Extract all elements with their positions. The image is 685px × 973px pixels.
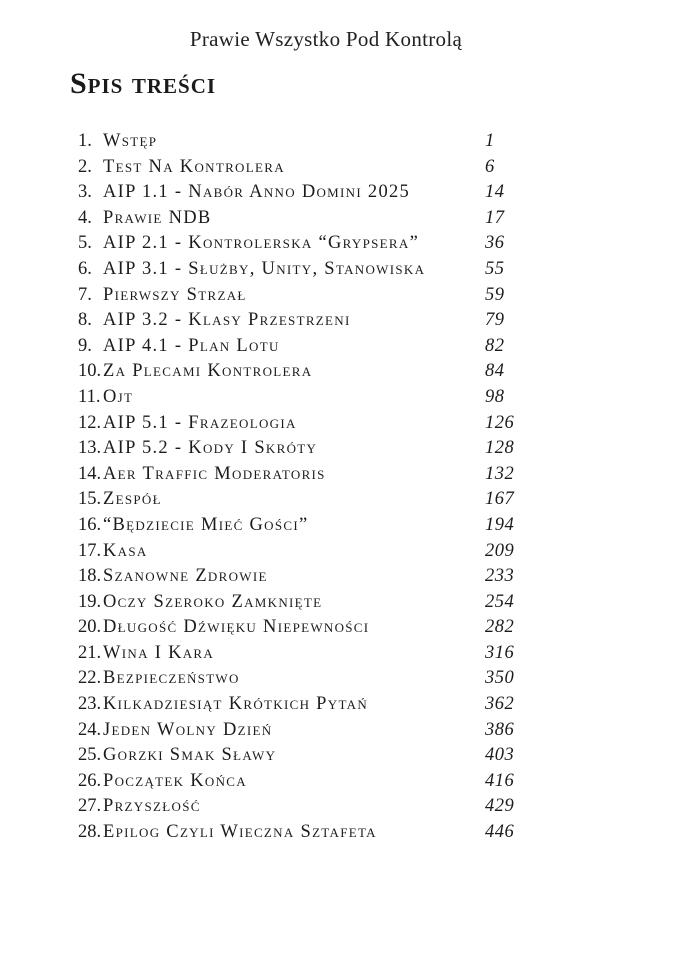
toc-entry-number: 16. xyxy=(78,514,102,535)
toc-entry-page: 1 xyxy=(485,131,495,151)
toc-entry xyxy=(75,743,577,769)
toc-entry xyxy=(75,590,577,616)
toc-entry-title: Szanowne Zdrowie xyxy=(103,566,268,587)
toc-entry-title: Bezpieczeństwo xyxy=(103,668,240,689)
toc-entry-title: Zespół xyxy=(103,489,162,510)
toc-entry xyxy=(75,641,577,667)
toc-entry-number: 15. xyxy=(78,489,102,510)
toc-entry-page: 316 xyxy=(485,642,515,663)
toc-entry-number: 17. xyxy=(78,540,102,561)
table-of-contents xyxy=(75,129,577,846)
toc-entry-page: 84 xyxy=(485,361,505,382)
toc-entry-page: 446 xyxy=(485,822,515,843)
toc-entry-page: 59 xyxy=(485,284,505,305)
toc-entry xyxy=(75,334,577,360)
toc-entry-number: 24. xyxy=(78,719,102,740)
toc-entry-title: Oczy Szeroko Zamknięte xyxy=(103,591,323,612)
toc-entry-title: Aer Traffic Moderatoris xyxy=(103,463,326,484)
toc-entry-title: AIP 5.2 - Kody I Skróty xyxy=(103,438,318,459)
toc-entry xyxy=(75,666,577,692)
toc-entry-title: Jeden Wolny Dzień xyxy=(103,719,273,740)
toc-entry-page: 429 xyxy=(485,796,515,817)
toc-entry-page: 362 xyxy=(485,694,515,715)
toc-entry-title: “Będziecie Mieć Gości” xyxy=(103,514,309,535)
toc-entry-page: 416 xyxy=(485,770,515,791)
toc-entry-number: 7. xyxy=(78,284,92,305)
toc-entry-page: 282 xyxy=(485,617,515,638)
toc-entry xyxy=(75,462,577,488)
toc-entry-title: Epilog Czyli Wieczna Sztafeta xyxy=(103,822,377,843)
toc-entry-title: AIP 5.1 - Frazeologia xyxy=(103,412,297,433)
toc-entry xyxy=(75,692,577,718)
toc-entry-title: Przyszłość xyxy=(103,796,201,817)
toc-entry-number: 8. xyxy=(78,310,92,331)
toc-entry-page: 82 xyxy=(485,335,505,356)
toc-entry-number: 5. xyxy=(78,233,92,254)
toc-entry-title: AIP 1.1 - Nabór Anno Domini 2025 xyxy=(103,182,411,203)
toc-entry xyxy=(75,283,577,309)
toc-entry-title: AIP 4.1 - Plan Lotu xyxy=(103,335,280,356)
toc-entry-page: 233 xyxy=(485,566,515,587)
toc-entry xyxy=(75,487,577,513)
toc-entry xyxy=(75,436,577,462)
toc-entry-page: 254 xyxy=(485,591,515,612)
toc-entry-page: 167 xyxy=(485,489,515,510)
toc-entry-title: Gorzki Smak Sławy xyxy=(103,745,277,766)
toc-entry xyxy=(75,615,577,641)
toc-entry-number: 25. xyxy=(78,745,102,766)
toc-entry-title: Pierwszy Strzał xyxy=(103,284,247,305)
toc-entry xyxy=(75,794,577,820)
toc-entry xyxy=(75,155,577,181)
toc-entry xyxy=(75,206,577,232)
toc-entry-number: 2. xyxy=(78,156,92,177)
toc-entry xyxy=(75,564,577,590)
page-title: Spis treści xyxy=(70,67,217,100)
toc-entry-number: 6. xyxy=(78,258,92,279)
toc-entry xyxy=(75,769,577,795)
toc-entry xyxy=(75,385,577,411)
toc-entry-title: Prawie NDB xyxy=(103,207,212,228)
toc-entry-page: 350 xyxy=(485,668,515,689)
toc-entry-page: 128 xyxy=(485,438,515,459)
toc-entry-title: AIP 3.2 - Klasy Przestrzeni xyxy=(103,310,351,331)
toc-entry xyxy=(75,180,577,206)
toc-entry-page: 55 xyxy=(485,258,505,279)
toc-entry-page: 17 xyxy=(485,207,505,228)
toc-entry-number: 9. xyxy=(78,335,92,356)
toc-entry xyxy=(75,257,577,283)
toc-entry-page: 209 xyxy=(485,540,515,561)
toc-entry xyxy=(75,539,577,565)
toc-entry xyxy=(75,129,577,155)
toc-entry-title: Kilkadziesiąt Krótkich Pytań xyxy=(103,694,369,715)
toc-entry-title: Początek Końca xyxy=(103,770,247,791)
toc-entry-title: AIP 3.1 - Służby, Unity, Stanowiska xyxy=(103,258,426,279)
toc-entry-title: Kasa xyxy=(103,540,148,561)
toc-entry-page: 126 xyxy=(485,412,515,433)
toc-entry xyxy=(75,231,577,257)
toc-entry-page: 403 xyxy=(485,745,515,766)
toc-entry xyxy=(75,718,577,744)
toc-entry xyxy=(75,308,577,334)
toc-entry-number: 18. xyxy=(78,566,102,587)
toc-entry-number: 23. xyxy=(78,694,102,715)
toc-entry-number: 20. xyxy=(78,617,102,638)
toc-entry-page: 36 xyxy=(485,233,505,254)
toc-entry-page: 6 xyxy=(485,156,495,177)
toc-entry xyxy=(75,513,577,539)
toc-entry-title: AIP 2.1 - Kontrolerska “Grypsera” xyxy=(103,233,420,254)
toc-entry-page: 14 xyxy=(485,182,505,203)
toc-entry-number: 4. xyxy=(78,207,92,228)
toc-entry-number: 28. xyxy=(78,822,102,843)
toc-entry-page: 386 xyxy=(485,719,515,740)
toc-entry-title: Ojt xyxy=(103,386,134,407)
toc-entry-number: 26. xyxy=(78,770,102,791)
toc-entry xyxy=(75,359,577,385)
toc-entry-page: 98 xyxy=(485,386,505,407)
toc-entry-title: Test Na Kontrolera xyxy=(103,156,285,177)
toc-entry-number: 27. xyxy=(78,796,102,817)
toc-entry-page: 194 xyxy=(485,514,515,535)
toc-entry-number: 21. xyxy=(78,642,102,663)
toc-entry xyxy=(75,411,577,437)
toc-entry-title: Wina I Kara xyxy=(103,642,215,663)
toc-entry-number: 14. xyxy=(78,463,102,484)
toc-entry-title: Wstęp xyxy=(103,131,158,151)
toc-entry-number: 11. xyxy=(78,386,101,407)
toc-entry-number: 12. xyxy=(78,412,102,433)
toc-entry-number: 13. xyxy=(78,438,102,459)
running-header: Prawie Wszystko Pod Kontrolą xyxy=(189,27,463,51)
toc-entry-title: Długość Dźwięku Niepewności xyxy=(103,617,370,638)
toc-entry-page: 79 xyxy=(485,310,505,331)
toc-entry-number: 22. xyxy=(78,668,102,689)
toc-entry-number: 19. xyxy=(78,591,102,612)
toc-entry-page: 132 xyxy=(485,463,515,484)
toc-entry-number: 1. xyxy=(78,131,92,151)
toc-entry-title: Za Plecami Kontrolera xyxy=(103,361,313,382)
toc-entry-number: 3. xyxy=(78,182,92,203)
toc-entry xyxy=(75,820,577,846)
toc-entry-number: 10. xyxy=(78,361,102,382)
